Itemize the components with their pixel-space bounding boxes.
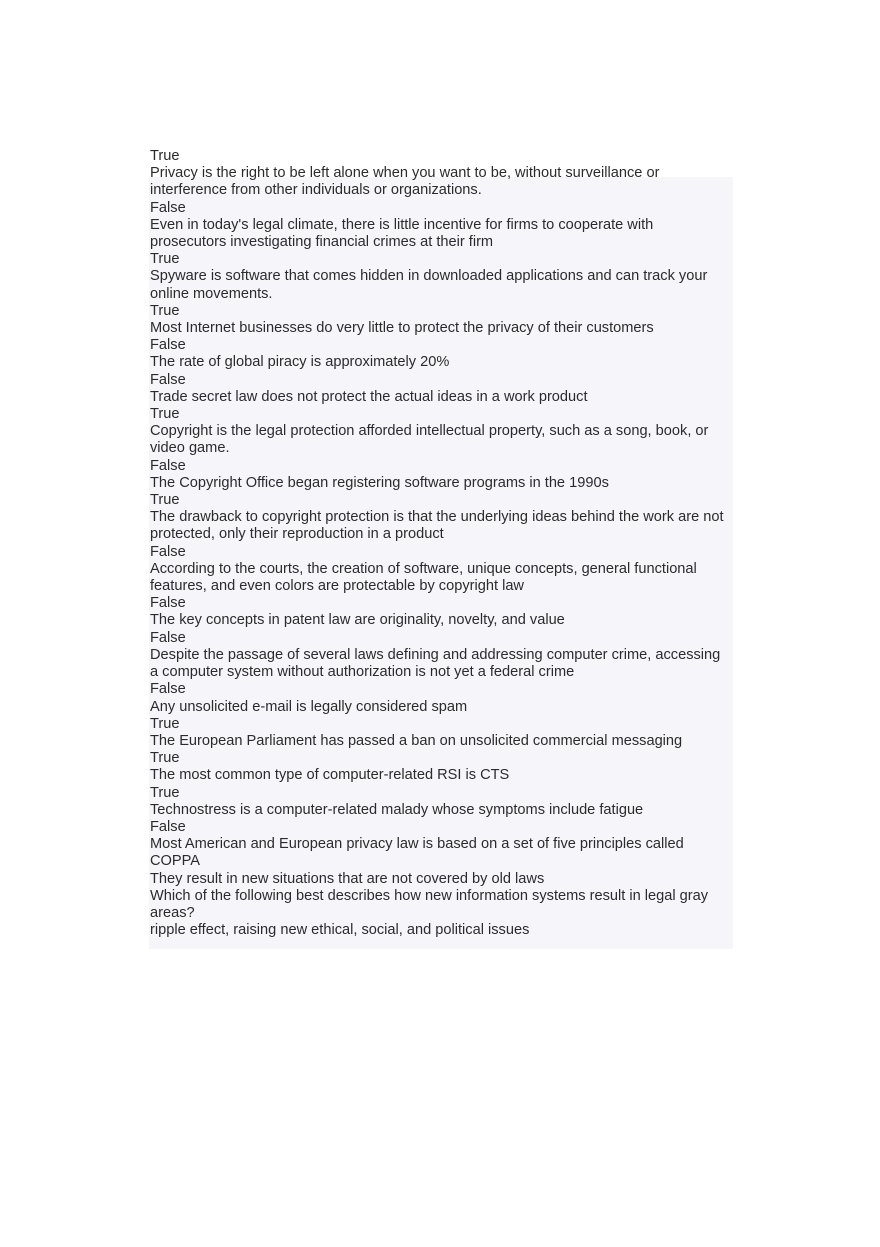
answer-line: False (150, 371, 186, 388)
statement-line: Despite the passage of several laws defining and addressing computer crime, accessing a computer system without authorization is not yet a federal crime (150, 646, 721, 681)
statement-line: The most common type of computer-related RSI is CTS (150, 767, 510, 784)
answer-line: False (150, 543, 186, 560)
answer-line: True (150, 750, 180, 767)
statement-line: Most Internet businesses do very little to protect the privacy of their customers (150, 320, 654, 337)
answer-line: True (150, 715, 180, 732)
answer-line: True (150, 492, 180, 509)
answer-line: False (150, 337, 186, 354)
statement-line: The drawback to copyright protection is that the underlying ideas behind the work are not protected, only their reproduction in a product (150, 509, 724, 543)
answer-line: False (150, 595, 186, 612)
statement-line: Any unsolicited e-mail is legally considered spam (150, 698, 468, 715)
statement-line: The Copyright Office began registering software programs in the 1990s (150, 474, 609, 491)
answer-line: True (150, 302, 180, 319)
statement-line: Trade secret law does not protect the actual ideas in a work product (150, 388, 588, 405)
answer-line: True (150, 251, 180, 268)
statement-line: The European Parliament has passed a ban on unsolicited commercial messaging (150, 732, 683, 749)
statement-line: Privacy is the right to be left alone when you want to be, without surveillance or interference from other individuals or organizations. (150, 165, 660, 199)
answer-line: False (150, 681, 186, 698)
answer-line: True (150, 784, 180, 801)
answer-line: False (150, 818, 186, 835)
answer-line: They result in new situations that are not covered by old laws (150, 870, 545, 887)
statement-line: Even in today's legal climate, there is little incentive for firms to cooperate with prosecutors investigating financial crimes at their firm (150, 216, 654, 251)
question-line: Which of the following best describes how new information systems result in legal gray areas? (150, 887, 709, 921)
answer-line: ripple effect, raising new ethical, social, and political issues (150, 922, 530, 939)
answer-line: False (150, 629, 186, 646)
statement-line: Spyware is software that comes hidden in downloaded applications and can track your online movements. (150, 268, 708, 302)
statement-line: The rate of global piracy is approximately 20% (150, 354, 450, 371)
statement-line: Technostress is a computer-related malady whose symptoms include fatigue (150, 801, 644, 818)
statement-line: Most American and European privacy law is based on a set of five principles called COPPA (150, 836, 684, 870)
document-text (150, 148, 728, 939)
statement-line: According to the courts, the creation of software, unique concepts, general functional features, and even colors are protectable by copyright law (150, 560, 697, 595)
answer-line: False (150, 457, 186, 474)
statement-line: Copyright is the legal protection afforded intellectual property, such as a song, book, or video game. (150, 423, 709, 457)
answer-line: False (150, 199, 186, 216)
answer-line: True (150, 406, 180, 423)
answer-line: True (150, 148, 180, 164)
statement-line: The key concepts in patent law are originality, novelty, and value (150, 612, 565, 629)
